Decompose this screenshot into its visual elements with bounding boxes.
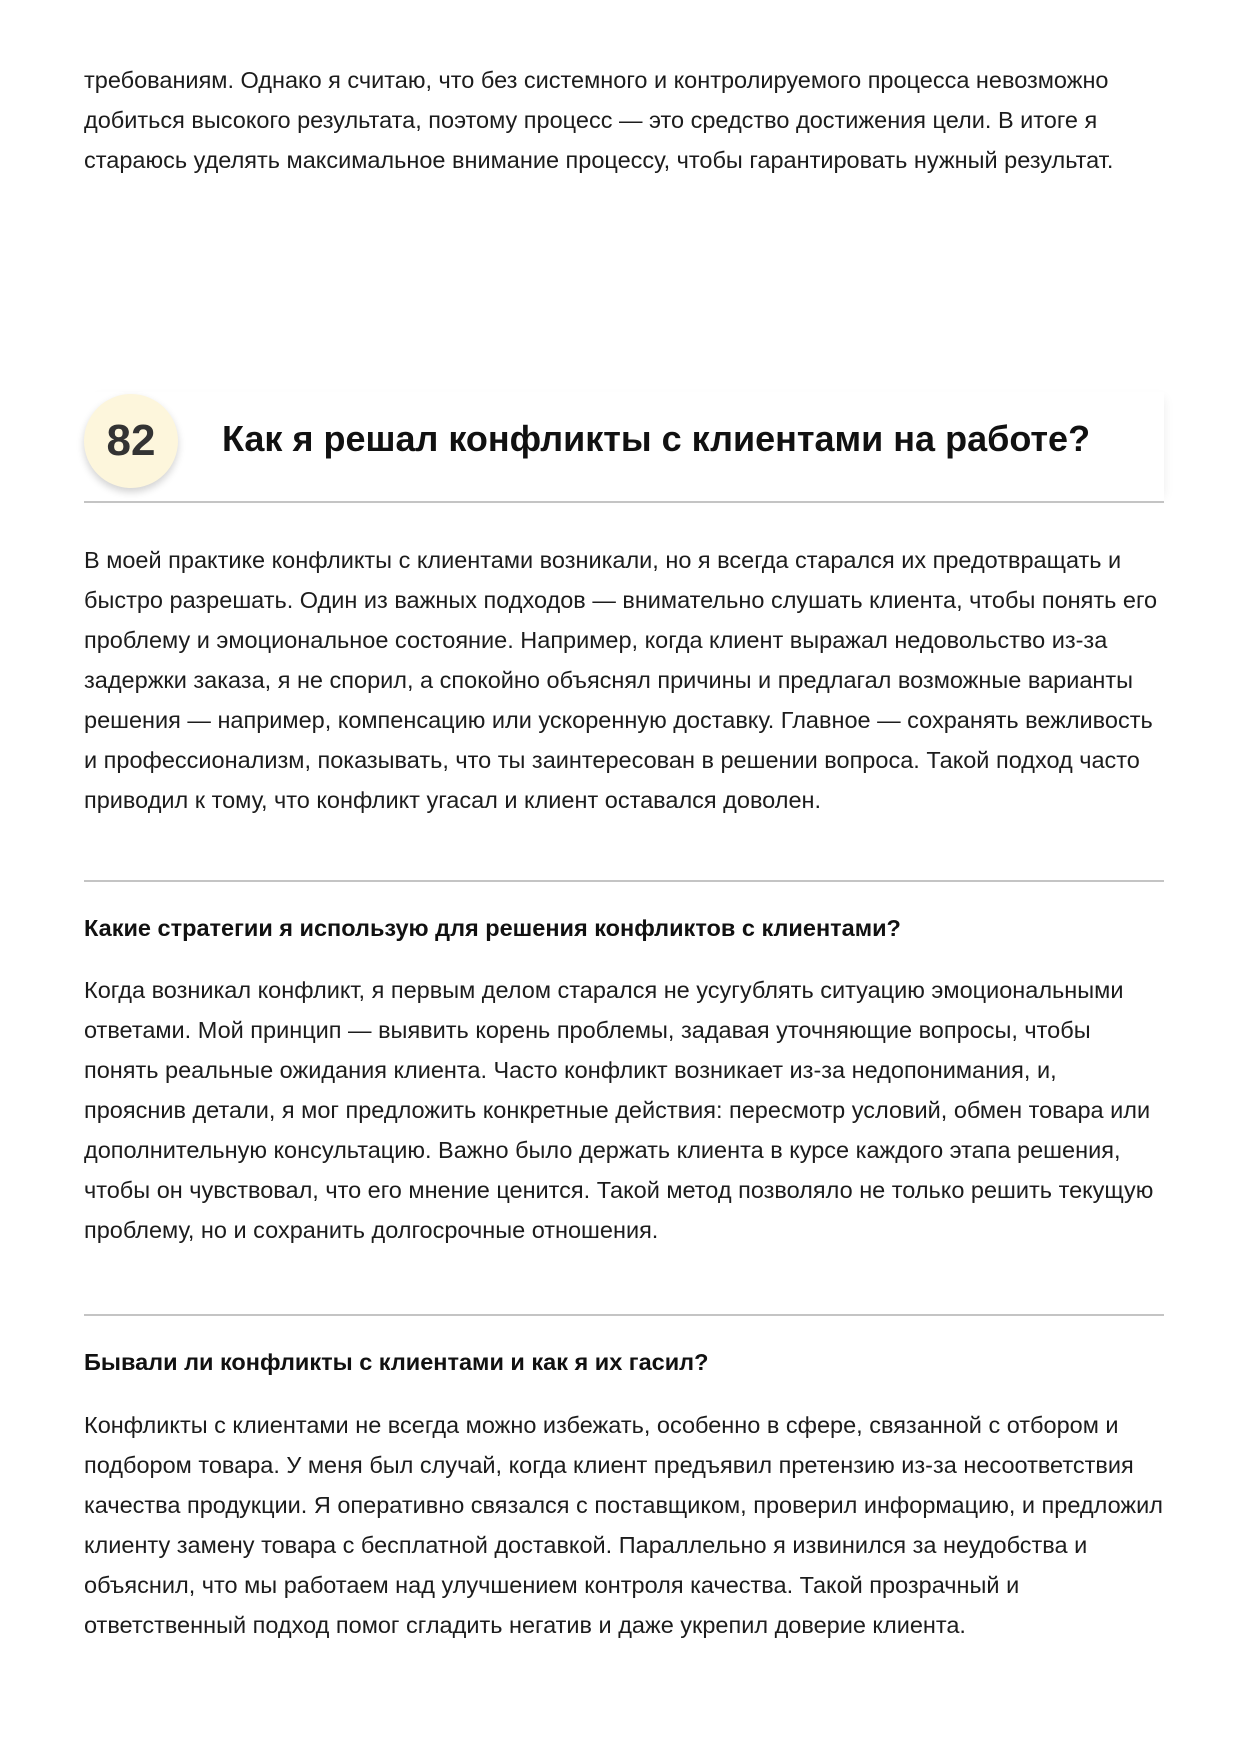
subsection-heading: Какие стратегии я использую для решения конфликтов с клиентами? [84, 915, 901, 941]
intro-paragraph: требованиям. Однако я считаю, что без системного и контролируемого процесса невозможно добиться высокого результата, поэтому процесс — это средство достижения цели. В итоге я стараюсь уделять максимальное внимание процессу, чтобы гарантировать нужный результат. [84, 67, 1114, 173]
section-divider [84, 1314, 1164, 1316]
section-divider [84, 880, 1164, 882]
question-number-badge: 82 [84, 394, 178, 488]
subsection-text: Когда возникал конфликт, я первым делом старался не усугублять ситуацию эмоциональными ответами. Мой принцип — выявить корень проблемы, задавая уточняющие вопросы, чтобы понять реальные ожидания клиента. Часто конфликт возникает из-за недопонимания, и, прояснив детали, я мог предложить конкретные действия: пересмотр условий, обмен товара или дополнительную консультацию. Важно было держать клиента в курсе каждого этапа решения, чтобы он чувствовал, что его мнение ценится. Такой метод позволяло не только решить текущую проблему, но и сохранить долгосрочные отношения. [84, 977, 1154, 1243]
question-answer: В моей практике конфликты с клиентами возникали, но я всегда старался их предотвращать и быстро разрешать. Один из важных подходов — внимательно слушать клиента, чтобы понять его проблему и эмоциональное состояние. Например, когда клиент выражал недовольство из-за задержки заказа, я не спорил, а спокойно объяснял причины и предлагал возможные варианты решения — например, компенсацию или ускоренную доставку. Главное — сохранять вежливость и профессионализм, показывать, что ты заинтересован в решении вопроса. Такой подход часто приводил к тому, что конфликт угасал и клиент оставался доволен. [84, 547, 1158, 813]
subsection-heading: Бывали ли конфликты с клиентами и как я их гасил? [84, 1349, 709, 1375]
question-title: Как я решал конфликты с клиентами на работе? [222, 418, 1091, 459]
question-header [84, 392, 1164, 503]
subsection-text: Конфликты с клиентами не всегда можно избежать, особенно в сфере, связанной с отбором и подбором товара. У меня был случай, когда клиент предъявил претензию из-за несоответствия качества продукции. Я оперативно связался с поставщиком, проверил информацию, и предложил клиенту замену товара с бесплатной доставкой. Параллельно я извинился за неудобства и объяснил, что мы работаем над улучшением контроля качества. Такой прозрачный и ответственный подход помог сгладить негатив и даже укрепил доверие клиента. [84, 1412, 1163, 1638]
